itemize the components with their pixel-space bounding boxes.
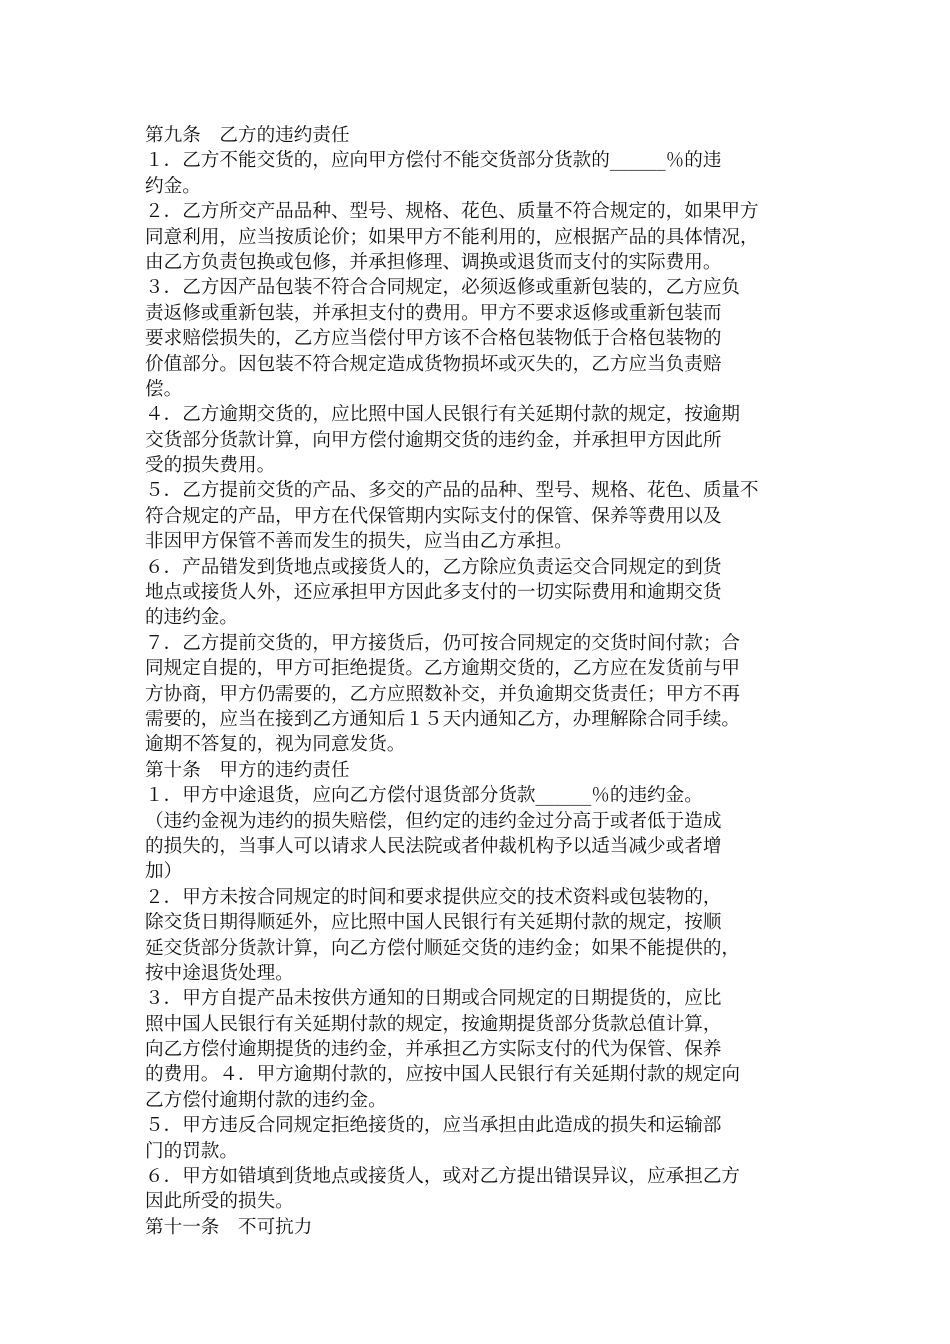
text-line: ３．乙方因产品包装不符合合同规定，必须返修或重新包装的，乙方应负: [145, 277, 741, 299]
text-line: 交货部分货款计算，向甲方偿付逾期交货的违约金，并承担甲方因此所: [145, 429, 722, 451]
text-line: ５．甲方违反合同规定拒绝接货的，应当承担由此造成的损失和运输部: [145, 1115, 722, 1137]
text-line: 同规定自提的，甲方可拒绝提货。乙方逾期交货的，乙方应在发货前与甲: [145, 658, 741, 680]
text-line: １．甲方中途退货，应向乙方偿付退货部分货款______％的违约金。: [145, 785, 703, 807]
text-line: 的损失的，当事人可以请求人民法院或者仲裁机构予以适当减少或者增: [145, 835, 722, 857]
text-line: 门的罚款。: [145, 1140, 238, 1162]
text-line: 偿。: [145, 378, 183, 400]
text-line: １．乙方不能交货的，应向甲方偿付不能交货部分货款的______％的违: [145, 150, 722, 172]
text-line: 符合规定的产品，甲方在代保管期内实际支付的保管、保养等费用以及: [145, 505, 722, 527]
text-line: 约金。: [145, 175, 201, 197]
text-line: 除交货日期得顺延外，应比照中国人民银行有关延期付款的规定，按顺: [145, 912, 722, 934]
text-line: 方协商，甲方仍需要的，乙方应照数补交，并负逾期交货责任；甲方不再: [145, 683, 741, 705]
text-line: 受的损失费用。: [145, 455, 276, 477]
section-heading-article-9: 第九条 乙方的违约责任: [145, 125, 350, 146]
text-line: 逾期不答复的，视为同意发货。: [145, 734, 406, 756]
section-heading-article-11: 第十一条 不可抗力: [145, 1216, 313, 1238]
text-line: 的费用。４．甲方逾期付款的，应按中国人民银行有关延期付款的规定向: [145, 1064, 741, 1086]
section-heading-article-10: 第十条 甲方的违约责任: [145, 759, 350, 781]
text-line: 由乙方负责包换或包修，并承担修理、调换或退货而支付的实际费用。: [145, 251, 722, 273]
text-line: 的违约金。: [145, 607, 238, 629]
text-line: 延交货部分货款计算，向乙方偿付顺延交货的违约金；如果不能提供的，: [145, 937, 741, 959]
text-line: ６．甲方如错填到货地点或接货人，或对乙方提出错误异议，应承担乙方: [145, 1166, 741, 1188]
text-line: ６．产品错发到货地点或接货人的，乙方除应负责运交合同规定的到货: [145, 556, 722, 578]
text-line: （违约金视为违约的损失赔偿，但约定的违约金过分高于或者低于造成: [145, 810, 722, 832]
text-line: 非因甲方保管不善而发生的损失，应当由乙方承担。: [145, 531, 573, 553]
text-line: 同意利用，应当按质论价；如果甲方不能利用的，应根据产品的具体情况，: [145, 226, 759, 248]
text-line: 因此所受的损失。: [145, 1191, 294, 1213]
text-line: 需要的，应当在接到乙方通知后１５天内通知乙方，办理解除合同手续。: [145, 708, 741, 730]
text-line: 加）: [145, 861, 183, 883]
document-page: [145, 123, 813, 1240]
text-line: 乙方偿付逾期付款的违约金。: [145, 1089, 387, 1111]
text-line: 向乙方偿付逾期提货的违约金，并承担乙方实际支付的代为保管、保养: [145, 1039, 722, 1061]
text-line: ３．甲方自提产品未按供方通知的日期或合同规定的日期提货的，应比: [145, 988, 722, 1010]
text-line: ５．乙方提前交货的产品、多交的产品的品种、型号、规格、花色、质量不: [145, 480, 759, 502]
text-line: 地点或接货人外，还应承担甲方因此多支付的一切实际费用和逾期交货: [145, 582, 722, 604]
text-line: 照中国人民银行有关延期付款的规定，按逾期提货部分货款总值计算，: [145, 1013, 722, 1035]
text-line: 价值部分。因包装不符合规定造成货物损坏或灭失的，乙方应当负责赔: [145, 353, 722, 375]
text-line: ７．乙方提前交货的，甲方接货后，仍可按合同规定的交货时间付款；合: [145, 632, 741, 654]
text-line: ２．乙方所交产品品种、型号、规格、花色、质量不符合规定的，如果甲方: [145, 201, 759, 223]
text-line: ４．乙方逾期交货的，应比照中国人民银行有关延期付款的规定，按逾期: [145, 404, 741, 426]
text-line: 按中途退货处理。: [145, 962, 294, 984]
text-line: 要求赔偿损失的，乙方应当偿付甲方该不合格包装物低于合格包装物的: [145, 328, 722, 350]
text-line: 责返修或重新包装，并承担支付的费用。甲方不要求返修或重新包装而: [145, 302, 722, 324]
text-line: ２．甲方未按合同规定的时间和要求提供应交的技术资料或包装物的，: [145, 886, 722, 908]
